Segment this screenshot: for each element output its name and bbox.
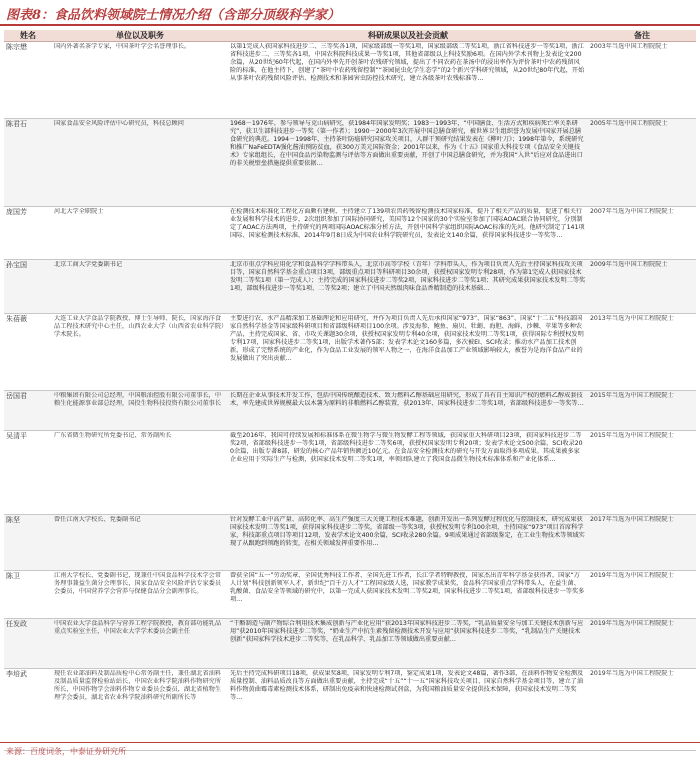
person-name-cell	[4, 571, 52, 619]
research-contribution-cell	[228, 391, 588, 431]
person-name: 庞国芳	[6, 208, 27, 216]
research-contribution-cell	[228, 119, 588, 207]
header-unit: 单位以及职务	[52, 30, 228, 42]
remark-note-cell	[588, 207, 696, 260]
person-name: 吴清平	[6, 432, 27, 440]
unit-and-position-cell	[52, 619, 228, 669]
table-row	[4, 391, 696, 431]
remark-note-cell	[588, 314, 696, 391]
remark-note-cell	[588, 119, 696, 207]
research-contribution: 针对发酵工业中高产量、高转化率、高生产强度三大关键工程技术难题，创新开发出一系列发酵过程优化与控制技术，研究成果获国家技术发明二等奖1项，获得国家科技进步二等奖，省部级一等奖3项，获授权发明专利100余项，主持国家“973”项目首席科学家，科技部重点项目等项目12项，发表学术论文400余篇，SCI收录280余篇。9项成果通过省部级鉴定，在工业生物技术等领域实现了从跟跑到领跑的转变，在相关领域发挥重要作用…	[230, 516, 585, 548]
remark-note-cell	[588, 619, 696, 669]
remark-note-cell	[588, 42, 696, 119]
table-row	[4, 515, 696, 571]
remark-note: 2009年当选中国工程院院士	[590, 261, 668, 268]
person-name-cell	[4, 619, 52, 669]
unit-and-position: 曾任江南大学校长、党委副书记	[54, 516, 141, 523]
bottom-divider	[0, 742, 700, 743]
research-contribution: 曾获全国“五一”劳动奖章、全国优秀科技工作者、全国先进工作者，长江学者特聘教授，国家杰出青年科学基金获得者，国家“万人计划”科技创新领军人才，新世纪“百千万人才”工程国家级人选，国家教学成果奖，食品科学国家重点学科带头人，在益生菌、乳酸菌、食品安全等领域的研究中，以第一完成人获国家技术发明二等奖2项，国家科技进步二等奖1项，省部级科技进步一等奖多项…	[230, 572, 585, 604]
remark-note: 2019年当选为中国工程院院士	[590, 670, 674, 677]
table-row	[4, 260, 696, 314]
person-name: 陈宗懋	[6, 43, 27, 51]
table-row	[4, 314, 696, 391]
remark-note: 2019年当选为中国工程院院士	[590, 620, 674, 627]
unit-and-position-cell	[52, 669, 228, 751]
remark-note-cell	[588, 431, 696, 515]
remark-note: 2017年当选为中国工程院院士	[590, 516, 674, 523]
unit-and-position-cell	[52, 119, 228, 207]
unit-and-position: 北京工商大学党委副书记	[54, 261, 123, 268]
person-name: 陈卫	[6, 572, 20, 580]
table-row	[4, 669, 696, 751]
unit-and-position-cell	[52, 42, 228, 119]
header-note: 备注	[588, 30, 696, 42]
person-name-cell	[4, 119, 52, 207]
research-contribution-cell	[228, 571, 588, 619]
person-name: 陈坚	[6, 516, 20, 524]
remark-note: 2013年当选为中国工程院院士	[590, 315, 674, 322]
unit-and-position-cell	[52, 207, 228, 260]
source-note: 来源：百度词条，中泰证券研究所	[6, 747, 126, 756]
unit-and-position: 中国农业大学食品科学与营养工程学院教授，教育部功能乳品重点实验室主任，中国农业大学学术委员会副主任	[54, 620, 222, 636]
remark-note-cell	[588, 391, 696, 431]
person-name-cell	[4, 42, 52, 119]
remark-note: 2015年当选为中国工程院院士	[590, 432, 674, 439]
unit-and-position: 国家食品安全风险评估中心研究员，科技总顾问	[54, 120, 184, 127]
table-header-row	[4, 30, 696, 42]
research-contribution: 截至2016年，我国可持续发展和标准体系在微生物学与微生物发酵工程等领域，获国家重大科研项目23项，获国家科技进步二等奖2项，省部级科技进步一等奖1项，省部级科技进步二等奖6项，获授权国家发明专利20项；发表学术论文500余篇，SCI收录200余篇，出版专著8部，研发的核心产品年销售额近10亿元。在食品安全检测技术的研究与开发方面取得多项成果。其成果被多家企业应用于实际生产与检测，获国家技术发明二等奖1项，率领团队建立了我国食品微生物技术标准体系和产业化体系…	[230, 432, 583, 464]
table-row	[4, 119, 696, 207]
remark-note: 2007年当选为中国工程院院士	[590, 208, 674, 215]
remark-note-cell	[588, 260, 696, 314]
research-contribution-cell	[228, 207, 588, 260]
person-name: 李培武	[6, 670, 27, 678]
remark-note: 2015年当选为中国工程院院士	[590, 392, 674, 399]
research-contribution-cell	[228, 314, 588, 391]
figure-title: 图表8：食品饮料领域院士情况介绍（含部分顶级科学家）	[6, 8, 341, 23]
header-name: 姓名	[4, 30, 52, 42]
research-contribution: 以第1完成人获国家科技进步二、三等奖各1项，国家级部级一等奖1项，国家级部级二等奖1项，浙江省科技进步一等奖1项，浙江省科技进步二、三等奖各1项，中国农科院科技成果一等奖1项，其他省部级以上科技奖励6项。在国内外学术刊物上发表论文200余篇，从20世纪60年代起，在国内外率先开创茶叶农残研究领域，提出了不同农药在茶汤中的浸出率作为评价茶叶中农药残留风险的标准，在他主持下，创建了“茶叶中农药残留控制”“茶园昆虫化学生态学”的2个新兴学科研究领域，从20世纪80年代起，开始从事茶叶农药残留风险评估、检测技术和茶园害虫防控技术研究，建立各级茶叶农残标准等…	[230, 43, 585, 83]
research-contribution: 长期在企业从事技术开发工作，包括中国传统酿造技术、致力燃料乙醇基础应用研究，形成了具有自主知识产权的燃料乙醇成套技术，率先建成世界规模最大以木薯为原料的非粮燃料乙醇装置，获2013年、国家科技进步二等奖1项，省部级科技进步一等奖等…	[230, 392, 584, 408]
unit-and-position-cell	[52, 314, 228, 391]
research-contribution: 在检测技术标准化工程化方面颇有建树，主持建立了139项农兽药残留检测技术国家标准，提升了相关产品的质量，促进了相关行业发展和科学技术的进步，2次组织参加了国际协同研究，美国等12个国家的30个实验室参加了国际AOAC联合协同研究，分别制定了AOAC方法两项，主持研究的两项国际AOAC标准分析方法，开创中国科学家组织国际AOAC标准的先河。他研究制定了141项国际、国家检测技术标准，2014年9月8日成为中国农业科学院研究员，发表论文140余篇，获得国家科技进步一等奖等…	[230, 208, 585, 240]
unit-and-position-cell	[52, 515, 228, 571]
remark-note: 2019年当选为中国工程院院士	[590, 572, 674, 579]
unit-and-position: 大连工业大学食品学院教授、博士生导师、院长，国家海洋食品工程技术研究中心主任，山西农业大学（山西省农业科学院）学术院长。	[54, 315, 225, 339]
table-row	[4, 207, 696, 260]
research-contribution-cell	[228, 619, 588, 669]
person-name: 岳国君	[6, 392, 27, 400]
table-row	[4, 571, 696, 619]
academician-table	[4, 30, 696, 751]
person-name-cell	[4, 669, 52, 751]
figure-title-bar	[0, 0, 700, 26]
research-contribution-cell	[228, 431, 588, 515]
unit-and-position: 现任农业部油料及制品质检中心常务副主任，兼任湖北省油料及制品质量监督检验站站长，中国农业科学院油料作物研究所所长，中国作物学会油料作物专业委员会委员，湖北省植物生理学会委员，湖北省农业科学院油料研究所副所长等	[54, 670, 222, 702]
unit-and-position: 江南大学校长、党委副书记，现兼任中国食品科学技术学会常务理事兼益生菌分会理事长，国家食品安全风险评估专家委员会委员，中国营养学会营养与保健食品分会副理事长。	[54, 572, 222, 596]
person-name-cell	[4, 207, 52, 260]
person-name-cell	[4, 515, 52, 571]
unit-and-position-cell	[52, 571, 228, 619]
person-name: 陈君石	[6, 120, 27, 128]
research-contribution-cell	[228, 42, 588, 119]
header-contribution: 科研成果以及社会贡献	[228, 30, 588, 42]
remark-note: 2003年当选中国工程院院士	[590, 43, 668, 50]
remark-note: 2005年当选中国工程院院士	[590, 120, 668, 127]
person-name: 朱蓓薇	[6, 315, 27, 323]
table-row	[4, 42, 696, 119]
table-row	[4, 619, 696, 669]
research-contribution: 北京市重点学科应用化学和食品科学学科带头人，北京市高等学校（青年）学科带头人，作为项目负责人先后主持国家科技攻关项目等，国家自然科学基金重点项目3项，部级重点项目等科研项目30余项，获授权国家发明专利28项，作为第1完成人获国家技术发明二等奖1项（第一完成人）；主持完成的国家科技进步二等奖2项，国家科技进步二等奖1项；其研究成果获国家技术发明二等奖1项，部级科技进步一等奖1项、二等奖2项；建立了中国天然级肉味食品香精制造的技术基础…	[230, 261, 586, 293]
research-contribution-cell	[228, 669, 588, 751]
unit-and-position-cell	[52, 431, 228, 515]
research-contribution: 先后主持完成科研项目18项，获成果奖8项，国家发明专利7项，鉴定成果1项，发表论文48篇，著作3部，在油料作物安全检测及质量控制、油料品质改良等方面做出重要贡献，主持完成“十五”“十一五”国家科技攻关项目、国家自然科学基金项目等，建立了油料作物黄曲霉毒素检测技术体系，研制出免疫亲和快速检测试剂盒，为我国粮油质量安全提供技术保障，获国家技术发明二等奖等…	[230, 670, 584, 702]
unit-and-position: 国内外著名茶学专家，中国茶叶学会名誉理事长。	[54, 43, 191, 50]
unit-and-position-cell	[52, 391, 228, 431]
unit-and-position: 河北大学全职院士	[54, 208, 104, 215]
remark-note-cell	[588, 669, 696, 751]
person-name-cell	[4, 431, 52, 515]
person-name-cell	[4, 314, 52, 391]
table-row	[4, 431, 696, 515]
remark-note-cell	[588, 515, 696, 571]
unit-and-position: 广东省微生物研究所党委书记、常务副所长	[54, 432, 172, 439]
research-contribution: 主要进行农、水产品精深加工基础理论和应用研究，并作为项目负责人先后承担国家“973”、国家“863”、国家“十二五”科技部国家自然科学基金等国家级科研项目和省部级科研项目100余项。涉及海参、鲍鱼、扇贝、牡蛎、海胆、海鲜、沙棘、苹果等多种农产品，主持完成国家、省、市攻关课题30余项，获授权国家发明专利40余项，获国家技术发明二等奖1项，获得国际专利授权发明专利17项，国家科技进步二等奖1项，出版学术著作5部；发表学术论文160多篇，多次被EI、SCI收录；推动水产品加工技术创新，形成了完整系统的产业化，作为食品工业发展的领军人物之一，在海洋食品加工产业领域影响较大，被誉为是海洋食品产业的发展做出了突出贡献…	[230, 315, 584, 363]
person-name-cell	[4, 391, 52, 431]
remark-note-cell	[588, 571, 696, 619]
person-name-cell	[4, 260, 52, 314]
research-contribution-cell	[228, 515, 588, 571]
unit-and-position-cell	[52, 260, 228, 314]
research-contribution: 1968－1976年，参与领导与克山病研究，获1984年国家发明奖；1983－1993年，“中国膳食、生活方式和疾病死亡率关系研究”，获卫生部科技进步一等奖（第一作者）；1990－2000年3次开展中国总膳食研究，被世界卫生组织誉为发展中国家开展总膳食研究的典范。1994－1998年，主持茶叶防癌研究国家攻关项目，人群干预研究结果发表在《柳叶刀》；1998年第今，系统研究和推广NaFeEDTA强化酱油预防贫血，获300万美元国际资金；2001年以来，作为《十五》国家重大科技专项《食品安全关键技术》专家组组长，在中国食品污染物监测与评估等方面做出重要贡献，开创了中国总膳食研究，并为我国“入世”后应对食品进出口的非关税壁垒措施提供重要依据…	[230, 120, 584, 168]
person-name: 孙宝国	[6, 261, 27, 269]
research-contribution: “干酪制造与副产物综合利用技术集成创新与产业化应用”获2013年国家科技进步二等奖，“乳品质量安全与加工关键技术创新与应用”获2010年国家科技进步二等奖，“奶业生产中抗生素残留检测技术开发与应用”获国家科技进步二等奖，“乳制品生产关键技术创新”获国家科学技术进步二等奖等，在乳品科学、乳品加工等领域做出重要贡献…	[230, 620, 584, 644]
research-contribution-cell	[228, 260, 588, 314]
person-name: 任发政	[6, 620, 27, 628]
unit-and-position: 中粮集团有限公司总经理，中国粮油控股有限公司董事长，中粮生化能源事业部总经理，国投生物科技投资有限公司董事长	[54, 392, 222, 408]
